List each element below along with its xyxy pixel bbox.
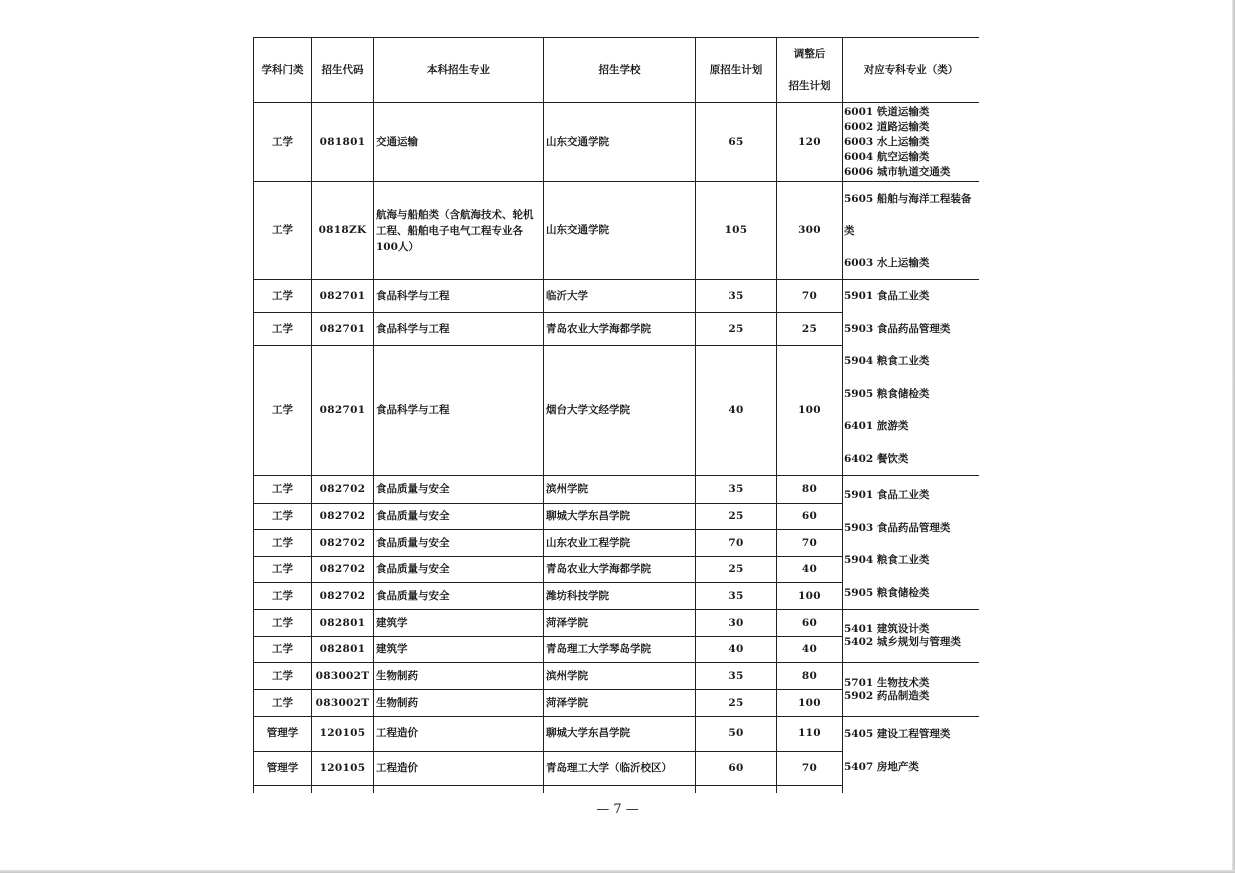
cell-category: 工学 xyxy=(254,690,312,717)
cell-adjusted-plan: 40 xyxy=(777,637,843,663)
cell-code: 082702 xyxy=(312,557,374,583)
cell-code: 082702 xyxy=(312,583,374,610)
cell-school: 青岛理工大学（临沂校区） xyxy=(544,751,696,785)
cell-school: 聊城大学东昌学院 xyxy=(544,504,696,530)
cell-vocational xyxy=(843,182,980,280)
cell-adjusted-plan: 120 xyxy=(777,103,843,182)
cell-adjusted-plan: 40 xyxy=(777,557,843,583)
cell-original-plan: 50 xyxy=(696,717,777,752)
cell-major: 交通运输 xyxy=(374,103,544,182)
cell-category: 工学 xyxy=(254,182,312,280)
cell-adjusted-plan: 100 xyxy=(777,346,843,476)
vocational-line: 6002 道路运输类 xyxy=(844,120,930,133)
cell-code: 120105 xyxy=(312,751,374,785)
cell-original-plan: 35 xyxy=(696,583,777,610)
vocational-line: 5905 粮食储检类 xyxy=(844,586,930,599)
cell-major: 食品质量与安全 xyxy=(374,504,544,530)
enrollment-table-container xyxy=(253,37,979,793)
cell-adjusted-plan: 300 xyxy=(777,182,843,280)
cell-category: 工学 xyxy=(254,663,312,690)
header-adjusted-plan-line1: 调整后 xyxy=(793,48,826,60)
page-number: — 7 — xyxy=(596,802,639,817)
cell-school: 滨州学院 xyxy=(544,476,696,504)
table-row xyxy=(254,182,980,280)
vocational-line: 6004 航空运输类 xyxy=(844,150,930,163)
cell-code: 083002T xyxy=(312,690,374,717)
cell-school: 菏泽学院 xyxy=(544,690,696,717)
cell-category: 工学 xyxy=(254,504,312,530)
cell-school: 青岛农业大学海都学院 xyxy=(544,313,696,346)
cell-school: 青岛理工大学琴岛学院 xyxy=(544,637,696,663)
cell-code: 081801 xyxy=(312,103,374,182)
cell-school: 菏泽学院 xyxy=(544,610,696,637)
cell-major: 食品科学与工程 xyxy=(374,280,544,313)
cell-school xyxy=(544,785,696,793)
cell-code: 082702 xyxy=(312,530,374,557)
cell-category: 工学 xyxy=(254,583,312,610)
header-original-plan: 原招生计划 xyxy=(696,38,777,103)
cell-adjusted-plan: 70 xyxy=(777,530,843,557)
cell-major: 食品科学与工程 xyxy=(374,313,544,346)
cell-code: 082701 xyxy=(312,280,374,313)
cell-category: 管理学 xyxy=(254,717,312,752)
vocational-line: 5701 生物技术类 xyxy=(844,676,930,689)
cell-school: 聊城大学东昌学院 xyxy=(544,717,696,752)
cell-category: 工学 xyxy=(254,637,312,663)
cell-school: 潍坊科技学院 xyxy=(544,583,696,610)
cell-original-plan: 35 xyxy=(696,663,777,690)
header-major: 本科招生专业 xyxy=(374,38,544,103)
vocational-line: 5402 城乡规划与管理类 xyxy=(844,636,961,648)
cell-category: 工学 xyxy=(254,346,312,476)
vocational-line: 5901 食品工业类 xyxy=(844,290,930,302)
cell-major: 食品质量与安全 xyxy=(374,476,544,504)
cell-major: 食品质量与安全 xyxy=(374,557,544,583)
cell-adjusted-plan: 80 xyxy=(777,663,843,690)
vocational-line: 6003 水上运输类 xyxy=(844,135,930,148)
cell-code: 082801 xyxy=(312,637,374,663)
vocational-line: 6003 水上运输类 xyxy=(844,256,930,269)
table-row xyxy=(254,717,980,752)
cell-original-plan: 35 xyxy=(696,476,777,504)
table-row xyxy=(254,476,980,504)
header-code: 招生代码 xyxy=(312,38,374,103)
vocational-line: 6402 餐饮类 xyxy=(844,452,909,465)
cell-code: 082701 xyxy=(312,313,374,346)
cell-category: 工学 xyxy=(254,530,312,557)
cell-school: 烟台大学文经学院 xyxy=(544,346,696,476)
cell-major: 食品质量与安全 xyxy=(374,583,544,610)
cell-category xyxy=(254,785,312,793)
cell-adjusted-plan: 70 xyxy=(777,280,843,313)
cell-original-plan: 70 xyxy=(696,530,777,557)
vocational-line: 5905 粮食储检类 xyxy=(844,387,930,400)
vocational-line: 6401 旅游类 xyxy=(844,420,909,432)
cell-code: 082702 xyxy=(312,476,374,504)
vocational-line: 5902 药品制造类 xyxy=(844,689,930,702)
vocational-line xyxy=(844,784,979,793)
cell-code: 082801 xyxy=(312,610,374,637)
cell-original-plan: 60 xyxy=(696,751,777,785)
header-school: 招生学校 xyxy=(544,38,696,103)
cell-code xyxy=(312,785,374,793)
vocational-line: 5405 建设工程管理类 xyxy=(844,728,951,740)
cell-code: 082702 xyxy=(312,504,374,530)
cell-school: 山东交通学院 xyxy=(544,182,696,280)
cell-adjusted-plan: 100 xyxy=(777,583,843,610)
cell-vocational xyxy=(843,663,980,717)
cell-major: 生物制药 xyxy=(374,690,544,717)
cell-major: 食品质量与安全 xyxy=(374,530,544,557)
cell-original-plan: 65 xyxy=(696,103,777,182)
cell-adjusted-plan: 80 xyxy=(777,476,843,504)
cell-code: 120105 xyxy=(312,717,374,752)
cell-original-plan: 40 xyxy=(696,346,777,476)
vocational-line: 5904 粮食工业类 xyxy=(844,355,930,367)
table-row xyxy=(254,280,980,313)
header-vocational: 对应专科专业（类） xyxy=(843,38,980,103)
cell-adjusted-plan: 25 xyxy=(777,313,843,346)
cell-original-plan: 30 xyxy=(696,610,777,637)
cell-category: 工学 xyxy=(254,103,312,182)
cell-adjusted-plan: 100 xyxy=(777,690,843,717)
cell-original-plan: 35 xyxy=(696,280,777,313)
cell-vocational xyxy=(843,610,980,663)
cell-original-plan: 25 xyxy=(696,690,777,717)
header-adjusted-plan xyxy=(777,38,843,103)
cell-code: 082701 xyxy=(312,346,374,476)
cell-original-plan: 25 xyxy=(696,504,777,530)
cell-original-plan: 25 xyxy=(696,313,777,346)
cell-category: 工学 xyxy=(254,557,312,583)
cell-category: 工学 xyxy=(254,313,312,346)
cell-major: 航海与船舶类（含航海技术、轮机工程、船舶电子电气工程专业各100人） xyxy=(374,182,544,280)
cell-original-plan xyxy=(696,785,777,793)
table-header-row xyxy=(254,38,980,103)
enrollment-table xyxy=(253,37,979,793)
vocational-line: 6001 铁道运输类 xyxy=(844,105,930,118)
cell-major: 工程造价 xyxy=(374,717,544,752)
cell-school: 山东交通学院 xyxy=(544,103,696,182)
cell-code: 083002T xyxy=(312,663,374,690)
vocational-line: 5605 船舶与海洋工程装备 xyxy=(844,192,972,205)
cell-original-plan: 25 xyxy=(696,557,777,583)
table-row xyxy=(254,103,980,182)
cell-code: 0818ZK xyxy=(312,182,374,280)
cell-major: 建筑学 xyxy=(374,637,544,663)
cell-vocational xyxy=(843,717,980,794)
vocational-line: 5903 食品药品管理类 xyxy=(844,521,951,534)
vocational-line: 5901 食品工业类 xyxy=(844,489,930,501)
vocational-line: 5903 食品药品管理类 xyxy=(844,322,951,335)
cell-major: 生物制药 xyxy=(374,663,544,690)
cell-category: 工学 xyxy=(254,610,312,637)
cell-school: 滨州学院 xyxy=(544,663,696,690)
table-row xyxy=(254,663,980,690)
cell-adjusted-plan: 70 xyxy=(777,751,843,785)
header-category: 学科门类 xyxy=(254,38,312,103)
cell-vocational xyxy=(843,476,980,610)
cell-major: 建筑学 xyxy=(374,610,544,637)
cell-original-plan: 40 xyxy=(696,637,777,663)
vocational-line: 6006 城市轨道交通类 xyxy=(844,165,951,178)
vocational-line: 5407 房地产类 xyxy=(844,761,919,773)
vocational-line: 5401 建筑设计类 xyxy=(844,623,930,635)
cell-major: 工程造价 xyxy=(374,751,544,785)
cell-adjusted-plan xyxy=(777,785,843,793)
cell-vocational xyxy=(843,103,980,182)
cell-adjusted-plan: 60 xyxy=(777,610,843,637)
cell-school: 临沂大学 xyxy=(544,280,696,313)
cell-major xyxy=(374,785,544,793)
cell-adjusted-plan: 60 xyxy=(777,504,843,530)
cell-original-plan: 105 xyxy=(696,182,777,280)
cell-category: 管理学 xyxy=(254,751,312,785)
vocational-line: 5904 粮食工业类 xyxy=(844,554,930,566)
cell-adjusted-plan: 110 xyxy=(777,717,843,752)
cell-school: 青岛农业大学海都学院 xyxy=(544,557,696,583)
cell-school: 山东农业工程学院 xyxy=(544,530,696,557)
cell-major: 食品科学与工程 xyxy=(374,346,544,476)
cell-vocational xyxy=(843,280,980,476)
vocational-line: 类 xyxy=(844,224,855,237)
table-row xyxy=(254,610,980,637)
cell-category: 工学 xyxy=(254,280,312,313)
header-adjusted-plan-line2: 招生计划 xyxy=(788,80,831,92)
cell-category: 工学 xyxy=(254,476,312,504)
